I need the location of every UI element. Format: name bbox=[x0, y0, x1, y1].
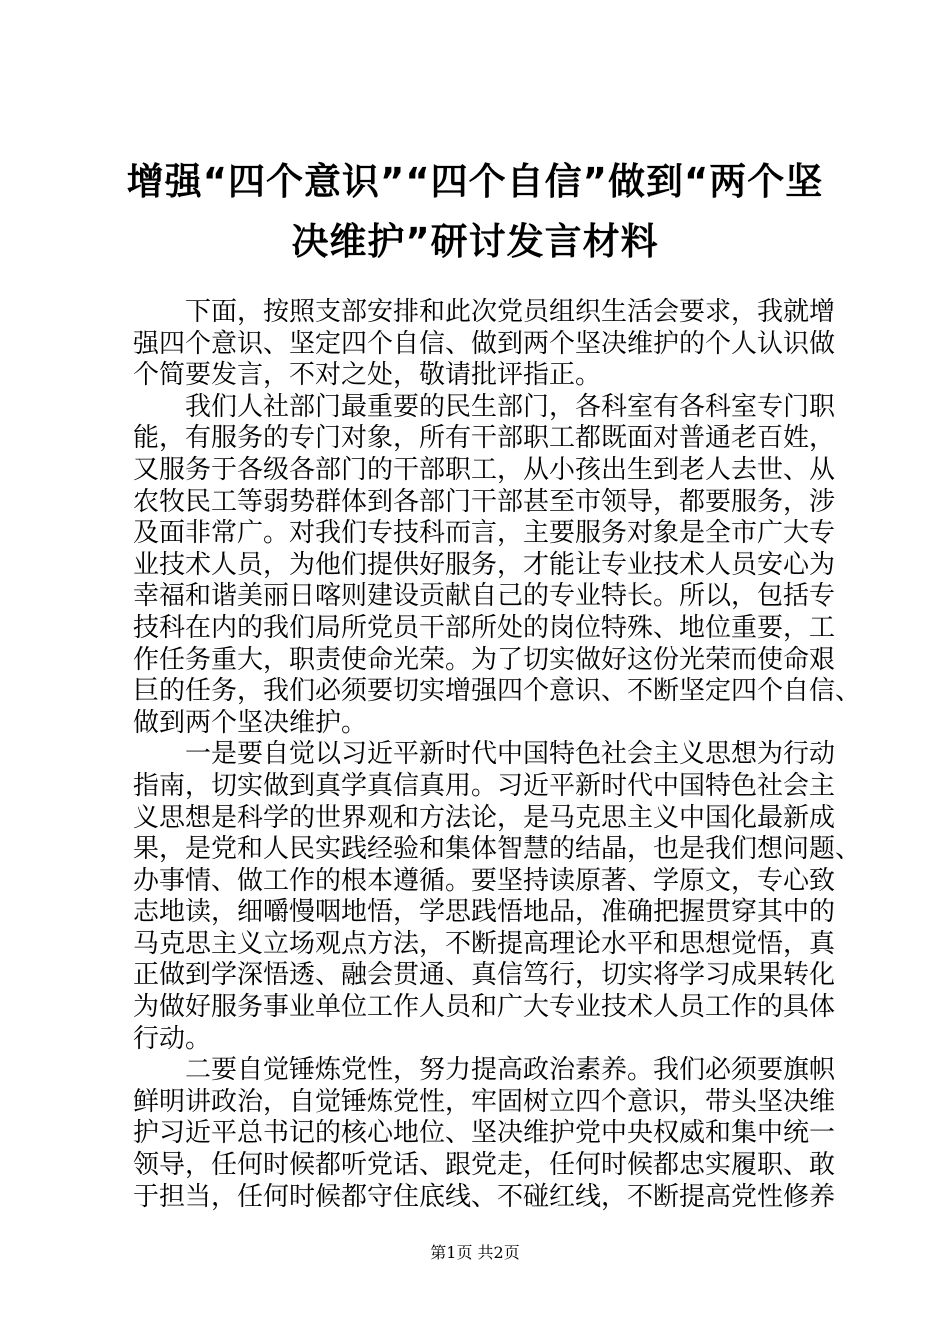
text-line: 巨的任务，我们必须要切实增强四个意识、不断坚定四个自信、 bbox=[133, 676, 862, 707]
document-title-line-2: 决维护”研讨发言材料 bbox=[291, 220, 659, 263]
text-line: 又服务于各级各部门的干部职工，从小孩出生到老人去世、从 bbox=[133, 454, 836, 485]
paragraph-point-one bbox=[133, 739, 862, 1055]
text-line: 强四个意识、坚定四个自信、做到两个坚决维护的个人认识做 bbox=[133, 328, 836, 359]
document-title-line-1: 增强“四个意识”“四个自信”做到“两个坚 bbox=[126, 160, 824, 203]
text-line: 一是要自觉以习近平新时代中国特色社会主义思想为行动 bbox=[133, 739, 836, 770]
paragraph-department bbox=[133, 391, 862, 740]
text-line: 护习近平总书记的核心地位、坚决维护党中央权威和集中统一 bbox=[133, 1118, 836, 1149]
text-line: 二要自觉锤炼党性，努力提高政治素养。我们必须要旗帜 bbox=[133, 1055, 836, 1086]
text-line: 于担当，任何时候都守住底线、不碰红线，不断提高党性修养 bbox=[133, 1181, 836, 1212]
text-line: 我们人社部门最重要的民生部门，各科室有各科室专门职 bbox=[133, 391, 836, 422]
text-line: 义思想是科学的世界观和方法论，是马克思主义中国化最新成 bbox=[133, 802, 836, 833]
text-line: 指南，切实做到真学真信真用。习近平新时代中国特色社会主 bbox=[133, 770, 836, 801]
paragraph-point-two bbox=[133, 1055, 853, 1213]
text-line: 领导，任何时候都听党话、跟党走，任何时候都忠实履职、敢 bbox=[133, 1150, 836, 1181]
text-line: 能，有服务的专门对象，所有干部职工都既面对普通老百姓， bbox=[133, 423, 836, 454]
text-line: 鲜明讲政治，自觉锤炼党性，牢固树立四个意识，带头坚决维 bbox=[133, 1086, 836, 1117]
paragraph-intro bbox=[133, 297, 853, 392]
text-line: 个简要发言，不对之处，敬请批评指正。 bbox=[133, 360, 602, 391]
text-line: 技科在内的我们局所党员干部所处的岗位特殊、地位重要，工 bbox=[133, 612, 836, 643]
text-line: 办事情、做工作的根本遵循。要坚持读原著、学原文，专心致 bbox=[133, 865, 836, 896]
text-line: 农牧民工等弱势群体到各部门干部甚至市领导，都要服务，涉 bbox=[133, 486, 836, 517]
text-line: 业技术人员，为他们提供好服务，才能让专业技术人员安心为 bbox=[133, 549, 836, 580]
text-line: 下面，按照支部安排和此次党员组织生活会要求，我就增 bbox=[133, 297, 836, 327]
text-line: 志地读，细嚼慢咽地悟，学思践悟地品，准确把握贯穿其中的 bbox=[133, 897, 836, 928]
text-line: 做到两个坚决维护。 bbox=[133, 707, 368, 738]
text-line: 果，是党和人民实践经验和集体智慧的结晶，也是我们想问题、 bbox=[133, 834, 862, 865]
text-line: 马克思主义立场观点方法，不断提高理论水平和思想觉悟，真 bbox=[133, 928, 836, 959]
text-line: 作任务重大，职责使命光荣。为了切实做好这份光荣而使命艰 bbox=[133, 644, 836, 675]
text-line: 幸福和谐美丽日喀则建设贡献自己的专业特长。所以，包括专 bbox=[133, 581, 836, 612]
text-line: 为做好服务事业单位工作人员和广大专业技术人员工作的具体 bbox=[133, 992, 836, 1023]
text-line: 行动。 bbox=[133, 1023, 212, 1054]
page-footer: 第1页 共2页 bbox=[430, 1243, 520, 1262]
text-line: 及面非常广。对我们专技科而言，主要服务对象是全市广大专 bbox=[133, 518, 836, 549]
text-line: 正做到学深悟透、融会贯通、真信笃行，切实将学习成果转化 bbox=[133, 960, 836, 991]
document-body bbox=[133, 297, 862, 1213]
